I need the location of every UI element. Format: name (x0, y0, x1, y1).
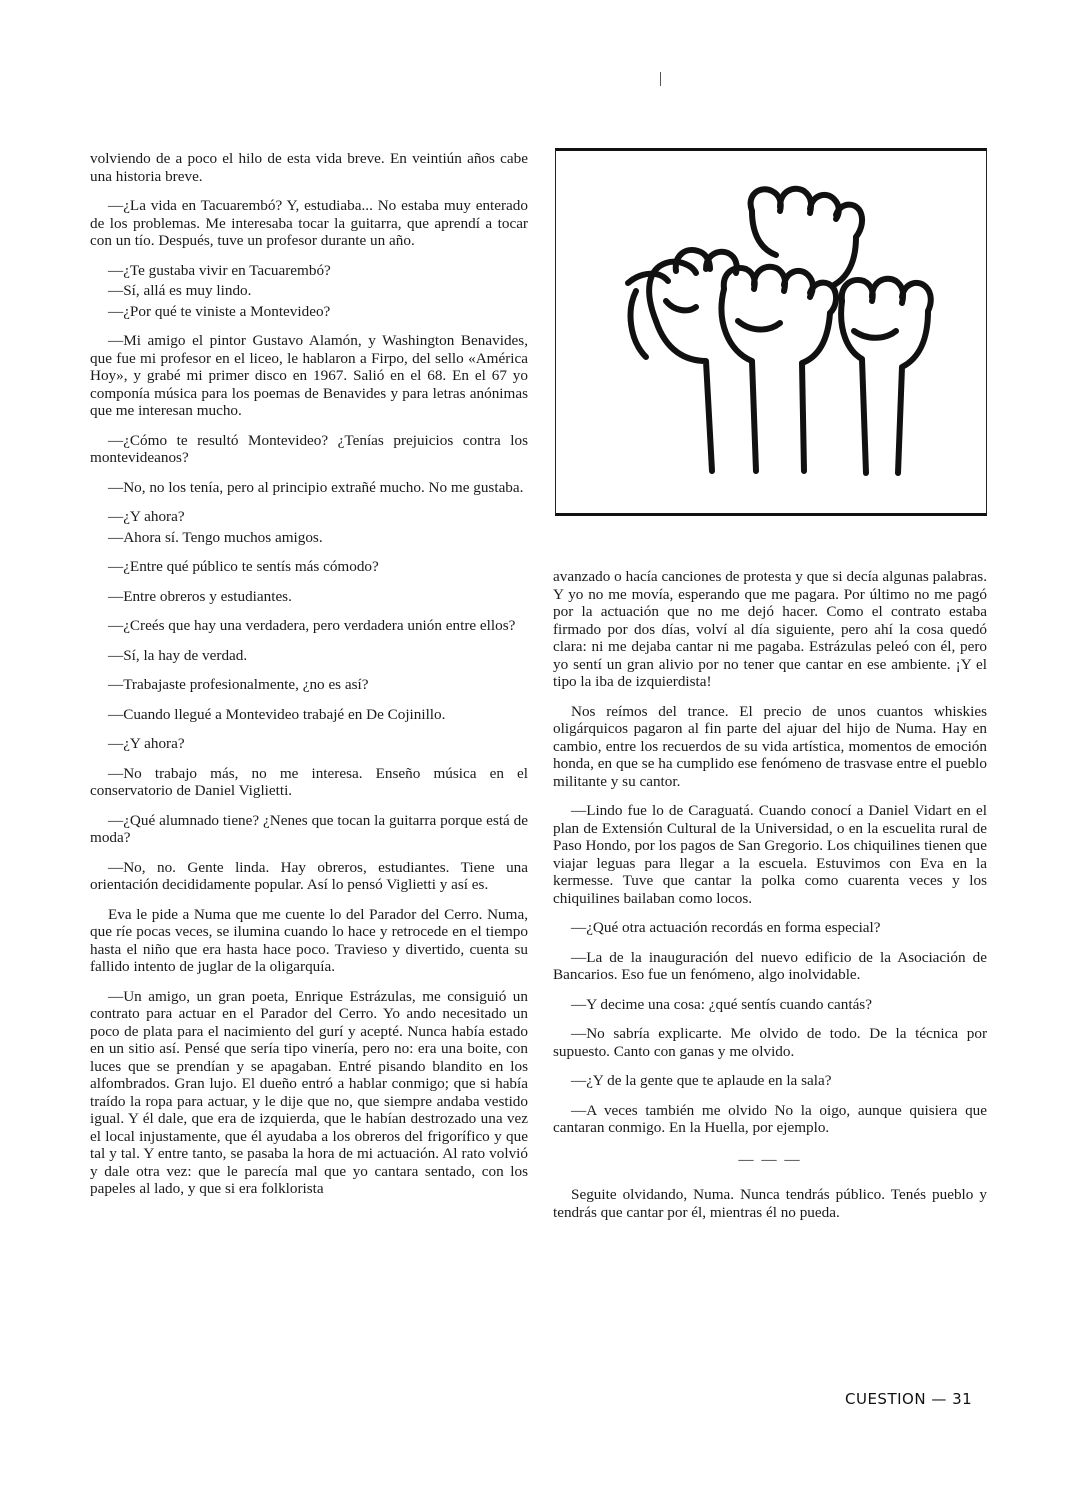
paragraph: —Un amigo, un gran poeta, Enrique Estrázulas, me consiguió un contrato para actuar en el Parador del Cerro. Yo ando necesitado un poco de plata para el nacimiento del gurí y acepté. Nunca había estado en un sitio así. Pensé que sería tipo vinería, pero no: era una boite, con luces que se prendían y se apagaban. Entré pisando blandito en los alfombrados. Gran lujo. El dueño entró a hablar conmigo; que si había traído la ropa para actuar, y le dije que no, que siempre andaba vestido igual. Y él dale, que era de izquierda, que le habían destrozado una vez el local injustamente, que él ayudaba a los obreros del frigorífico y que tal y tal. Y entre tanto, se pasaba la hora de mi actuación. Al rato volvió y dale otra vez: que le parecía mal que yo cantara sentado, con los papeles al lado, y que si era folklorista (90, 987, 528, 1197)
print-mark (660, 72, 661, 86)
paragraph: —No trabajo más, no me interesa. Enseño música en el conservatorio de Daniel Viglietti. (90, 764, 528, 799)
paragraph: —No sabría explicarte. Me olvido de todo. De la técnica por supuesto. Canto con ganas y me olvido. (553, 1025, 987, 1060)
paragraph: —Mi amigo el pintor Gustavo Alamón, y Washington Benavides, que fue mi profesor en el liceo, le hablaron a Firpo, del sello «América Hoy», y grabé mi primer disco en 1967. Salió en el 68. En el 67 yo componía música para los poemas de Benavides y para letras anónimas que me interesan mucho. (90, 332, 528, 419)
right-column (553, 568, 987, 1233)
paragraph: —A veces también me olvido No la oigo, aunque quisiera que cantaran conmigo. En la Huella, por ejemplo. (553, 1101, 987, 1136)
paragraph: —Ahora sí. Tengo muchos amigos. (108, 528, 323, 546)
paragraph: —Entre obreros y estudiantes. (108, 587, 292, 605)
paragraph: —Sí, la hay de verdad. (108, 646, 248, 664)
paragraph: —¿Te gustaba vivir en Tacuarembó? (108, 261, 331, 279)
paragraph: —La de la inauguración del nuevo edificio de la Asociación de Bancarios. Eso fue un fenómeno, algo inolvidable. (553, 948, 987, 983)
paragraph: —¿Qué alumnado tiene? ¿Nenes que tocan la guitarra porque está de moda? (90, 811, 528, 846)
paragraph: —¿Y ahora? (108, 508, 185, 525)
paragraph: —Sí, allá es muy lindo. (108, 282, 252, 299)
paragraph: —¿Y ahora? (108, 735, 185, 752)
paragraph: —¿Cómo te resultó Montevideo? ¿Tenías prejuicios contra los montevideanos? (90, 431, 528, 466)
paragraph: —¿Qué otra actuación recordás en forma especial? (571, 919, 881, 936)
paragraph: —No, no los tenía, pero al principio extrañé mucho. No me gustaba. (108, 478, 524, 496)
paragraph: volviendo de a poco el hilo de esta vida breve. En veintiún años cabe una historia breve. (90, 150, 528, 185)
paragraph: Seguite olvidando, Numa. Nunca tendrás público. Tenés pueblo y tendrás que cantar por él, mientras él no pueda. (553, 1186, 987, 1221)
paragraph: —¿Creés que hay una verdadera, pero verdadera unión entre ellos? (108, 617, 516, 634)
paragraph: —¿Entre qué público te sentís más cómodo? (108, 558, 379, 575)
fists-icon (556, 151, 985, 513)
paragraph: avanzado o hacía canciones de protesta y que si decía algunas palabras. Y yo no me movía, esperando que me pagara. Por último no me pagó por la actuación que no me dejó hacer. Como el contrato estaba firmado por dos días, volví al día siguiente, pero ahí la cosa quedó clara: ni me dejaba cantar ni me pagaba. Estrázulas peleó con él, pero yo sentí un gran alivio por no tener que cantar en ese ambiente. ¡Y el tipo la iba de izquierdista! (553, 568, 987, 690)
page-footer: CUESTION — 31 (845, 1390, 973, 1408)
paragraph: —Trabajaste profesionalmente, ¿no es así? (108, 676, 369, 693)
paragraph: —¿Y de la gente que te aplaude en la sala? (571, 1072, 832, 1089)
paragraph: —No, no. Gente linda. Hay obreros, estudiantes. Tiene una orientación decididamente popular. Así lo pensó Viglietti y así es. (90, 858, 528, 893)
paragraph: —Cuando llegué a Montevideo trabajé en De Cojinillo. (108, 705, 446, 723)
raised-fists-illustration (555, 148, 987, 516)
paragraph: —Lindo fue lo de Caraguatá. Cuando conocí a Daniel Vidart en el plan de Extensión Cultural de la Universidad, o en la escuelita rural de Paso Hondo, por los pagos de San Gregorio. Los chiquilines tienen que viajar leguas para llegar a la escuela. Estuvimos con Eva en la kermesse. Tuve que cantar la polka como cuarenta veces y los chiquilines bailaban como locos. (553, 802, 987, 907)
paragraph: —¿Por qué te viniste a Montevideo? (108, 302, 331, 320)
section-separator: — — — (738, 1150, 802, 1168)
paragraph: Eva le pide a Numa que me cuente lo del Parador del Cerro. Numa, que ríe pocas veces, se ilumina cuando lo hace y retrocede en el tiempo hasta el niño que era hasta hace poco. Travieso y divertido, cuenta su fallido intento de juglar de la oligarquía. (90, 905, 528, 975)
paragraph: —¿La vida en Tacuarembó? Y, estudiaba... No estaba muy enterado de los problemas. Me interesaba tocar la guitarra, que aprendí a tocar con un tío. Después, tuve un profesor durante un año. (90, 197, 528, 249)
paragraph: Nos reímos del trance. El precio de unos cuantos whiskies oligárquicos pagaron al fin parte del ajuar del hijo de Numa. Hay en cambio, entre los recuerdos de su vida artística, momentos de emoción honda, en que se ha cumplido ese fenómeno de trasvase entre el pueblo militante y su cantor. (553, 702, 987, 790)
left-column (90, 150, 528, 1210)
paragraph: —Y decime una cosa: ¿qué sentís cuando cantás? (571, 995, 872, 1013)
